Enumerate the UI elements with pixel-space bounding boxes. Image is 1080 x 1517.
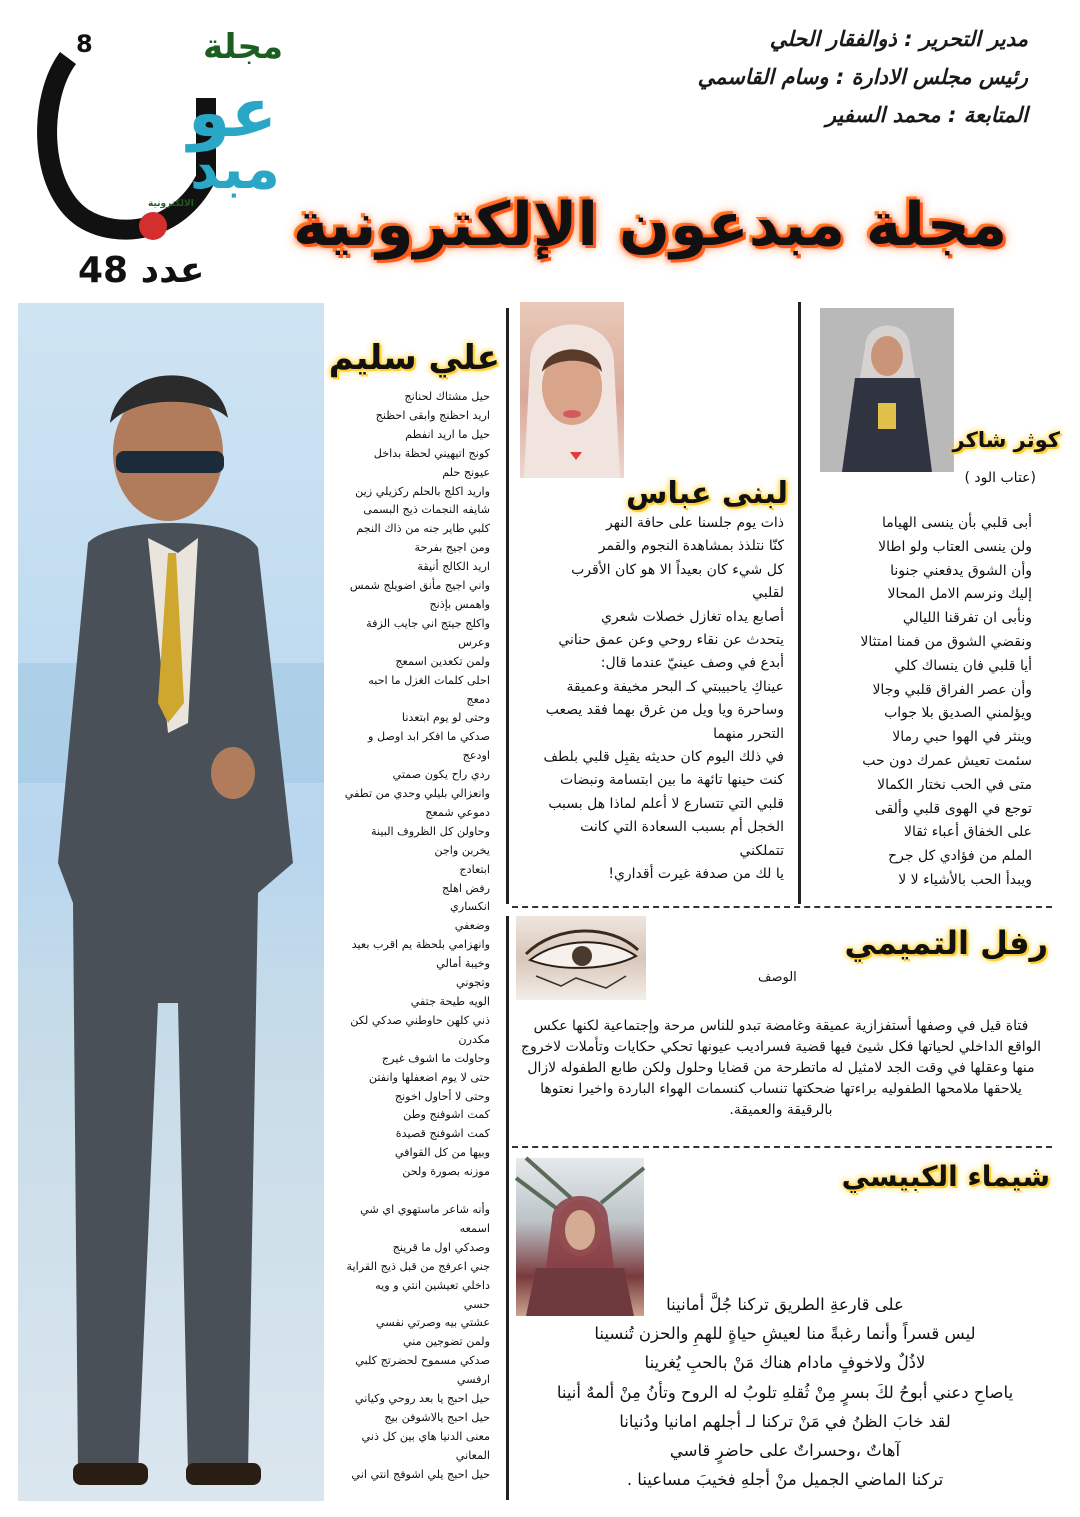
- rafal-tamimi-photo: [516, 916, 646, 1000]
- shaima-kubaisi-name: شيماء الكبيسي: [841, 1160, 1050, 1193]
- lubna-abbas-text: ذات يوم جلسنا على حافة النهر كنّا نتلذذ بمشاهدة النجوم والقمر كل شيء كان بعيداً الا هو كان الأقرب لقلبي أصابع يداه تغازل خصلات شعري يتحدث عن نقاء روحي وعن عمق حناني أبدع في وصف عينيّ عندما قال: عيناكِ ياحبيبتي كـ البحر مخيفة وعميقة وساحرة ويا ويل من غرق بهما فقد يصعب التحرر منهما في ذلك اليوم كان حديثه يقبِل قلبي بلطف كنت حينها تائهة ما بين ابتسامة ونبضات قلبي التي تتسارع لا أعلم لماذا هل بسبب الخجل أم بسبب السعادة التي كانت تتملكني يا لك من صدفة غيرت أقداري!: [543, 515, 784, 883]
- ali-salim-poem: حيل مشتاك لحنانج اريد احظنج وابقى احظنج حيل ما اريد انفطم كونج اتيهيني لحظة بداخل عيونج حلم واريد اكلج بالحلم ركزيلي زين شايفه النجمات ذيج البسمى كلبي طاير جنه من ذاك النجم ومن اجيج بفرحة اريد الكالج أنيقة واني اجيج مأنق اضويلج شمس واهمس بإذنج واكلج جيتج اني جايب الزفة وعرس ولمن تكعدين اسمعج احلى كلمات الغزل ما احبه دمعج وحتى لو يوم ابتعدنا صدكي ما افكر ابد اوصل و اودعج ردي راح يكون صمتي وانعزالي بليلي وحدي من تطفي دموعي شمعج وحاولن كل الظروف البينة يخربن واجن ابتعادج رفض اهلج انكساري وضعفي وانهزامي بلحظة يم اقرب بعيد وخيبة أمالي وتجوني الويه طيحة جتفي ذني كلهن حاوطني صدكي لكن مكدرن وحاولت ما اشوف غيرج حتى لا يوم اضعفلها وانفتن وحتى لا أحاول اخونج كمت اشوفنج وطن كمت اشوفنج قصيدة وبيها من كل القوافي موزنه بصورة ولحن وأنه شاعر ماستهوي اي شي اسمعه وصدكي اول ما قرينج جني اعرفج من قبل ذيج القراية داخلي تعيشين انتي و ويه حسي عشتي بيه وصرتي نفسي ولمن تضوجين مني صدكي مسموح لحضرتج كلبي ارفسي حيل احبج يا بعد روحي وكياني حيل احبج يالاشوفن بيج معنى الدنيا هاي بين كل ذني المعاني حيل احبج يلي اشوفج انتي اني: [344, 390, 490, 1481]
- issue-number: عدد 48: [78, 250, 205, 291]
- masthead-title: مجلة مبدعون الإلكترونية: [292, 190, 1008, 260]
- page-number: 8: [76, 30, 93, 58]
- editor-line: مدير التحرير : ذوالفقار الحلي: [769, 27, 1028, 51]
- section-divider: [512, 906, 1052, 908]
- kawthar-shakir-subtitle: (عتاب الود ): [964, 470, 1036, 486]
- column-divider: [798, 302, 801, 904]
- svg-text:عو: عو: [188, 74, 278, 153]
- svg-text:مبد: مبد: [190, 137, 280, 202]
- shaima-kubaisi-poem: على قارعةِ الطريق تركنا جُلَّ أمانينا ليس قسراً وأنما رغبةً منا لعيشِ حياةٍ للهمِ والحزن تُنسينا لاذُلٌ ولاخوفٍ مادام هناك مَنْ بالحبِ يُغرينا ياصاحِ دعني أبوحُ لكَ بسرٍ مِنْ ثُقلهِ تلوبُ له الروح وتأنُ مِنْ ألمهٌ أنينا لقد خابَ الظنُ في مَنْ تركنا لـ أجلهم امانيا ودُنيانا آهاتٌ ،وحسراتٌ على حاضرٍ قاسي تركنا الماضي الجميل منْ أجلهِ فخيبَ مساعينا .: [556, 1295, 1014, 1490]
- lubna-abbas-photo: [520, 302, 624, 478]
- kawthar-shakir-photo: [820, 308, 954, 472]
- rafal-tamimi-subtitle: الوصف: [758, 970, 797, 985]
- section-divider: [512, 1146, 1052, 1148]
- board-line: رئيس مجلس الادارة : وسام القاسمي: [697, 65, 1028, 89]
- ali-photo: [18, 303, 324, 1501]
- followup-line: المتابعة : محمد السفير: [825, 103, 1028, 127]
- rafal-tamimi-name: رفل التميمي: [844, 924, 1048, 962]
- ali-salim-name: علي سليم: [328, 338, 500, 378]
- svg-text:الالكترونية: الالكترونية: [148, 199, 194, 209]
- lubna-abbas-name: لبنى عباس: [626, 476, 788, 511]
- kawthar-shakir-poem: أبى قلبي بأن ينسى الهياما ولن ينسى العتاب ولو اطالا وأن الشوق يدفعني جنونا إليك ونرسم الامل المحالا ونأبى ان تفرقنا الليالي ونقضي الشوق من فمنا امتثالا أيا قلبي فان ينساك كلي وأن عصر الفراق قلبي وجالا ويؤلمني الصديق بلا جواب وينثر في الهوا حبي رمالا سئمت تعيش عمرك دون حب متى في الحب نختار الكمالا توجع في الهوى قلبي وألقى على الخفاق أعباء ثقالا الملم من فؤادي كل جرح ويبدأ الحب بالأشياء لا لا: [860, 515, 1032, 888]
- rafal-tamimi-text: فتاة قيل في وصفها أستفزازية عميقة وغامضة تبدو للناس مرحة وإجتماعية لكنها عكس الواقع الداخلي لحياتها فكل شيئ فيها قضية فسراديب عيونها تحكي حكايات وتأملات لاخروج منها وعقلها في وقت الجد لامثيل له ماتطرحة من قضايا وحلول ولكن طابع الطفوله لازال يلاحقها ملامحها الطفوليه براءتها ضحكتها تنساب كنسمات الهواء الباردة واخيرا نعتوها بالرقيقة والعميقة.: [521, 1018, 1041, 1118]
- kawthar-shakir-name: كوثر شاكر: [952, 428, 1060, 452]
- column-divider: [506, 916, 509, 1500]
- staff-credits: [568, 20, 1028, 134]
- column-divider: [506, 308, 509, 904]
- svg-text:مجلة: مجلة: [203, 27, 284, 67]
